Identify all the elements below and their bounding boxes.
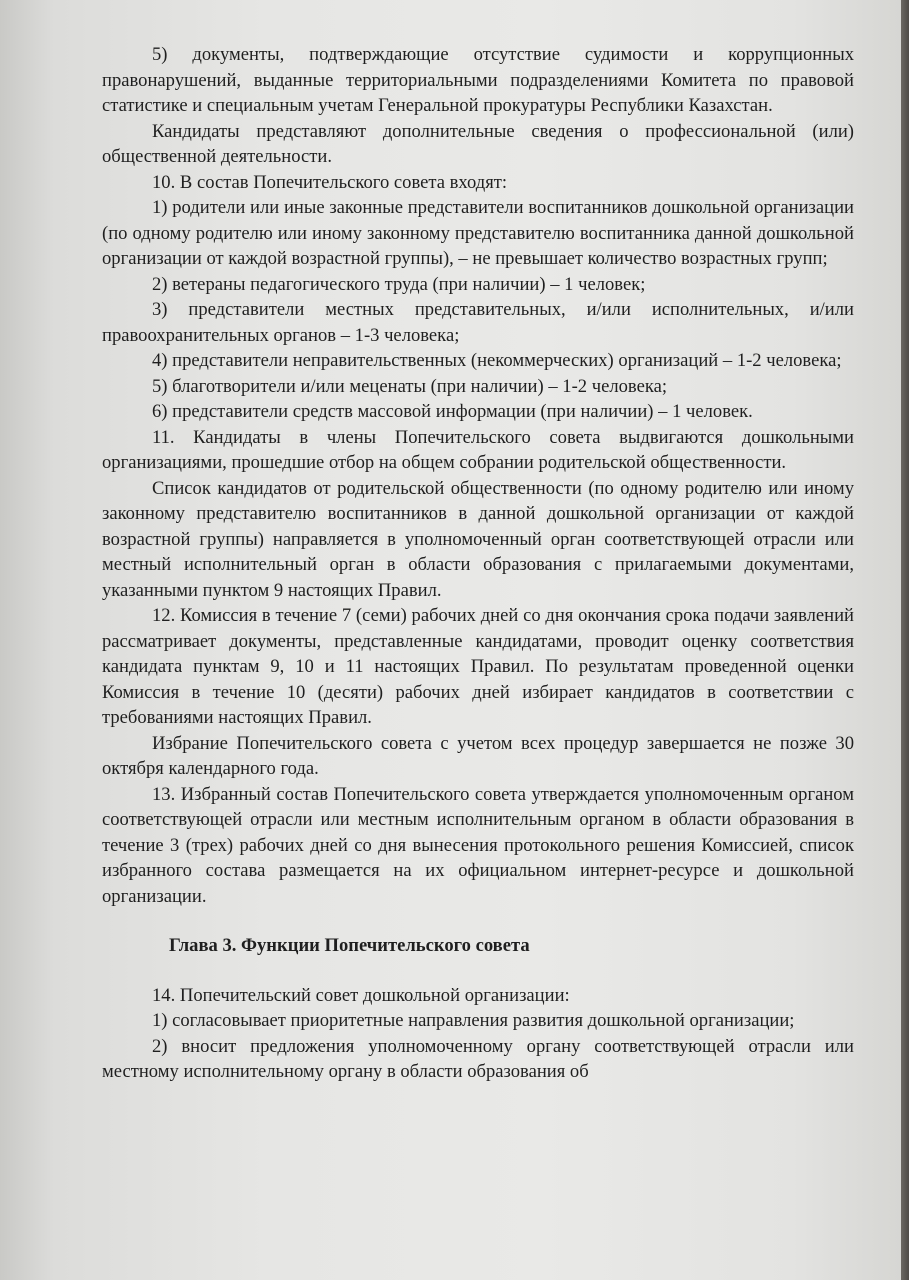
page-edge-shadow (901, 0, 909, 1280)
paragraph-10-composition: 10. В состав Попечительского совета входят: (152, 171, 508, 193)
paragraph-10-1-parents: 1) родители или иные законные представители воспитанников дошкольной организации (по одному родителю или иному законному представителю воспитанника данной дошкольной организации от каждой возрастной группы), – не превышает количество возрастных групп; (102, 197, 854, 269)
paragraph-item5-documents: 5) документы, подтверждающие отсутствие судимости и коррупционных правонарушений, выданные территориальными подразделениями Комитета по правовой статистике и специальным учетам Генеральной прокуратуры Республики Казахстан. (102, 44, 854, 116)
chapter-heading: Глава 3. Функции Попечительского совета (169, 935, 530, 956)
paragraph-10-6-media: 6) представители средств массовой информации (при наличии) – 1 человек. (152, 401, 753, 422)
document-body (102, 42, 854, 1085)
paragraph-10-5-benefactors: 5) благотворители и/или меценаты (при наличии) – 1-2 человека; (152, 375, 667, 397)
paragraph-11-candidates: 11. Кандидаты в члены Попечительского совета выдвигаются дошкольными организациями, прошедшие отбор на общем собрании родительской общественности. (102, 426, 854, 473)
paragraph-10-3-local-bodies: 3) представители местных представительных, и/или исполнительных, и/или правоохранительных органов – 1-3 человека; (102, 299, 854, 346)
paragraph-additional-info: Кандидаты представляют дополнительные сведения о профессиональной (или) общественной деятельности. (102, 120, 854, 167)
paragraph-14-2-proposals: 2) вносит предложения уполномоченному органу соответствующей отрасли или местному исполнительному органу в области образования об (102, 1035, 854, 1082)
paragraph-10-4-ngo: 4) представители неправительственных (некоммерческих) организаций – 1-2 человека; (152, 350, 842, 371)
paragraph-14-1-priorities: 1) согласовывает приоритетные направления развития дошкольной организации; (152, 1010, 795, 1031)
paragraph-candidate-list: Список кандидатов от родительской общественности (по одному родителю или иному законному представителю воспитанников в данной дошкольной организации от каждой возрастной группы) направляется в уполномоченный орган соответствующей отрасли или местный исполнительный орган в области образования с прилагаемыми документами, указанными пунктом 9 настоящих Правил. (102, 477, 854, 601)
paragraph-14-functions: 14. Попечительский совет дошкольной организации: (152, 984, 570, 1006)
paragraph-10-2-veterans: 2) ветераны педагогического труда (при наличии) – 1 человек; (152, 273, 646, 295)
paragraph-12-commission: 12. Комиссия в течение 7 (семи) рабочих дней со дня окончания срока подачи заявлений рассматривает документы, представленные кандидатами, проводит оценку соответствия кандидата пунктам 9, 10 и 11 настоящих Правил. По результатам проведенной оценки Комиссия в течение 10 (десяти) рабочих дней избирает кандидатов в соответствии с требованиями настоящих Правил. (102, 605, 854, 728)
paragraph-13-approval: 13. Избранный состав Попечительского совета утверждается уполномоченным органом соответствующей отрасли или местным исполнительным органом в области образования в течение 3 (трех) рабочих дней со дня вынесения протокольного решения Комиссией, список избранного состава размещается на их официальном интернет-ресурсе и дошкольной организации. (102, 783, 854, 907)
paragraph-election-deadline: Избрание Попечительского совета с учетом всех процедур завершается не позже 30 октября календарного года. (102, 732, 854, 779)
